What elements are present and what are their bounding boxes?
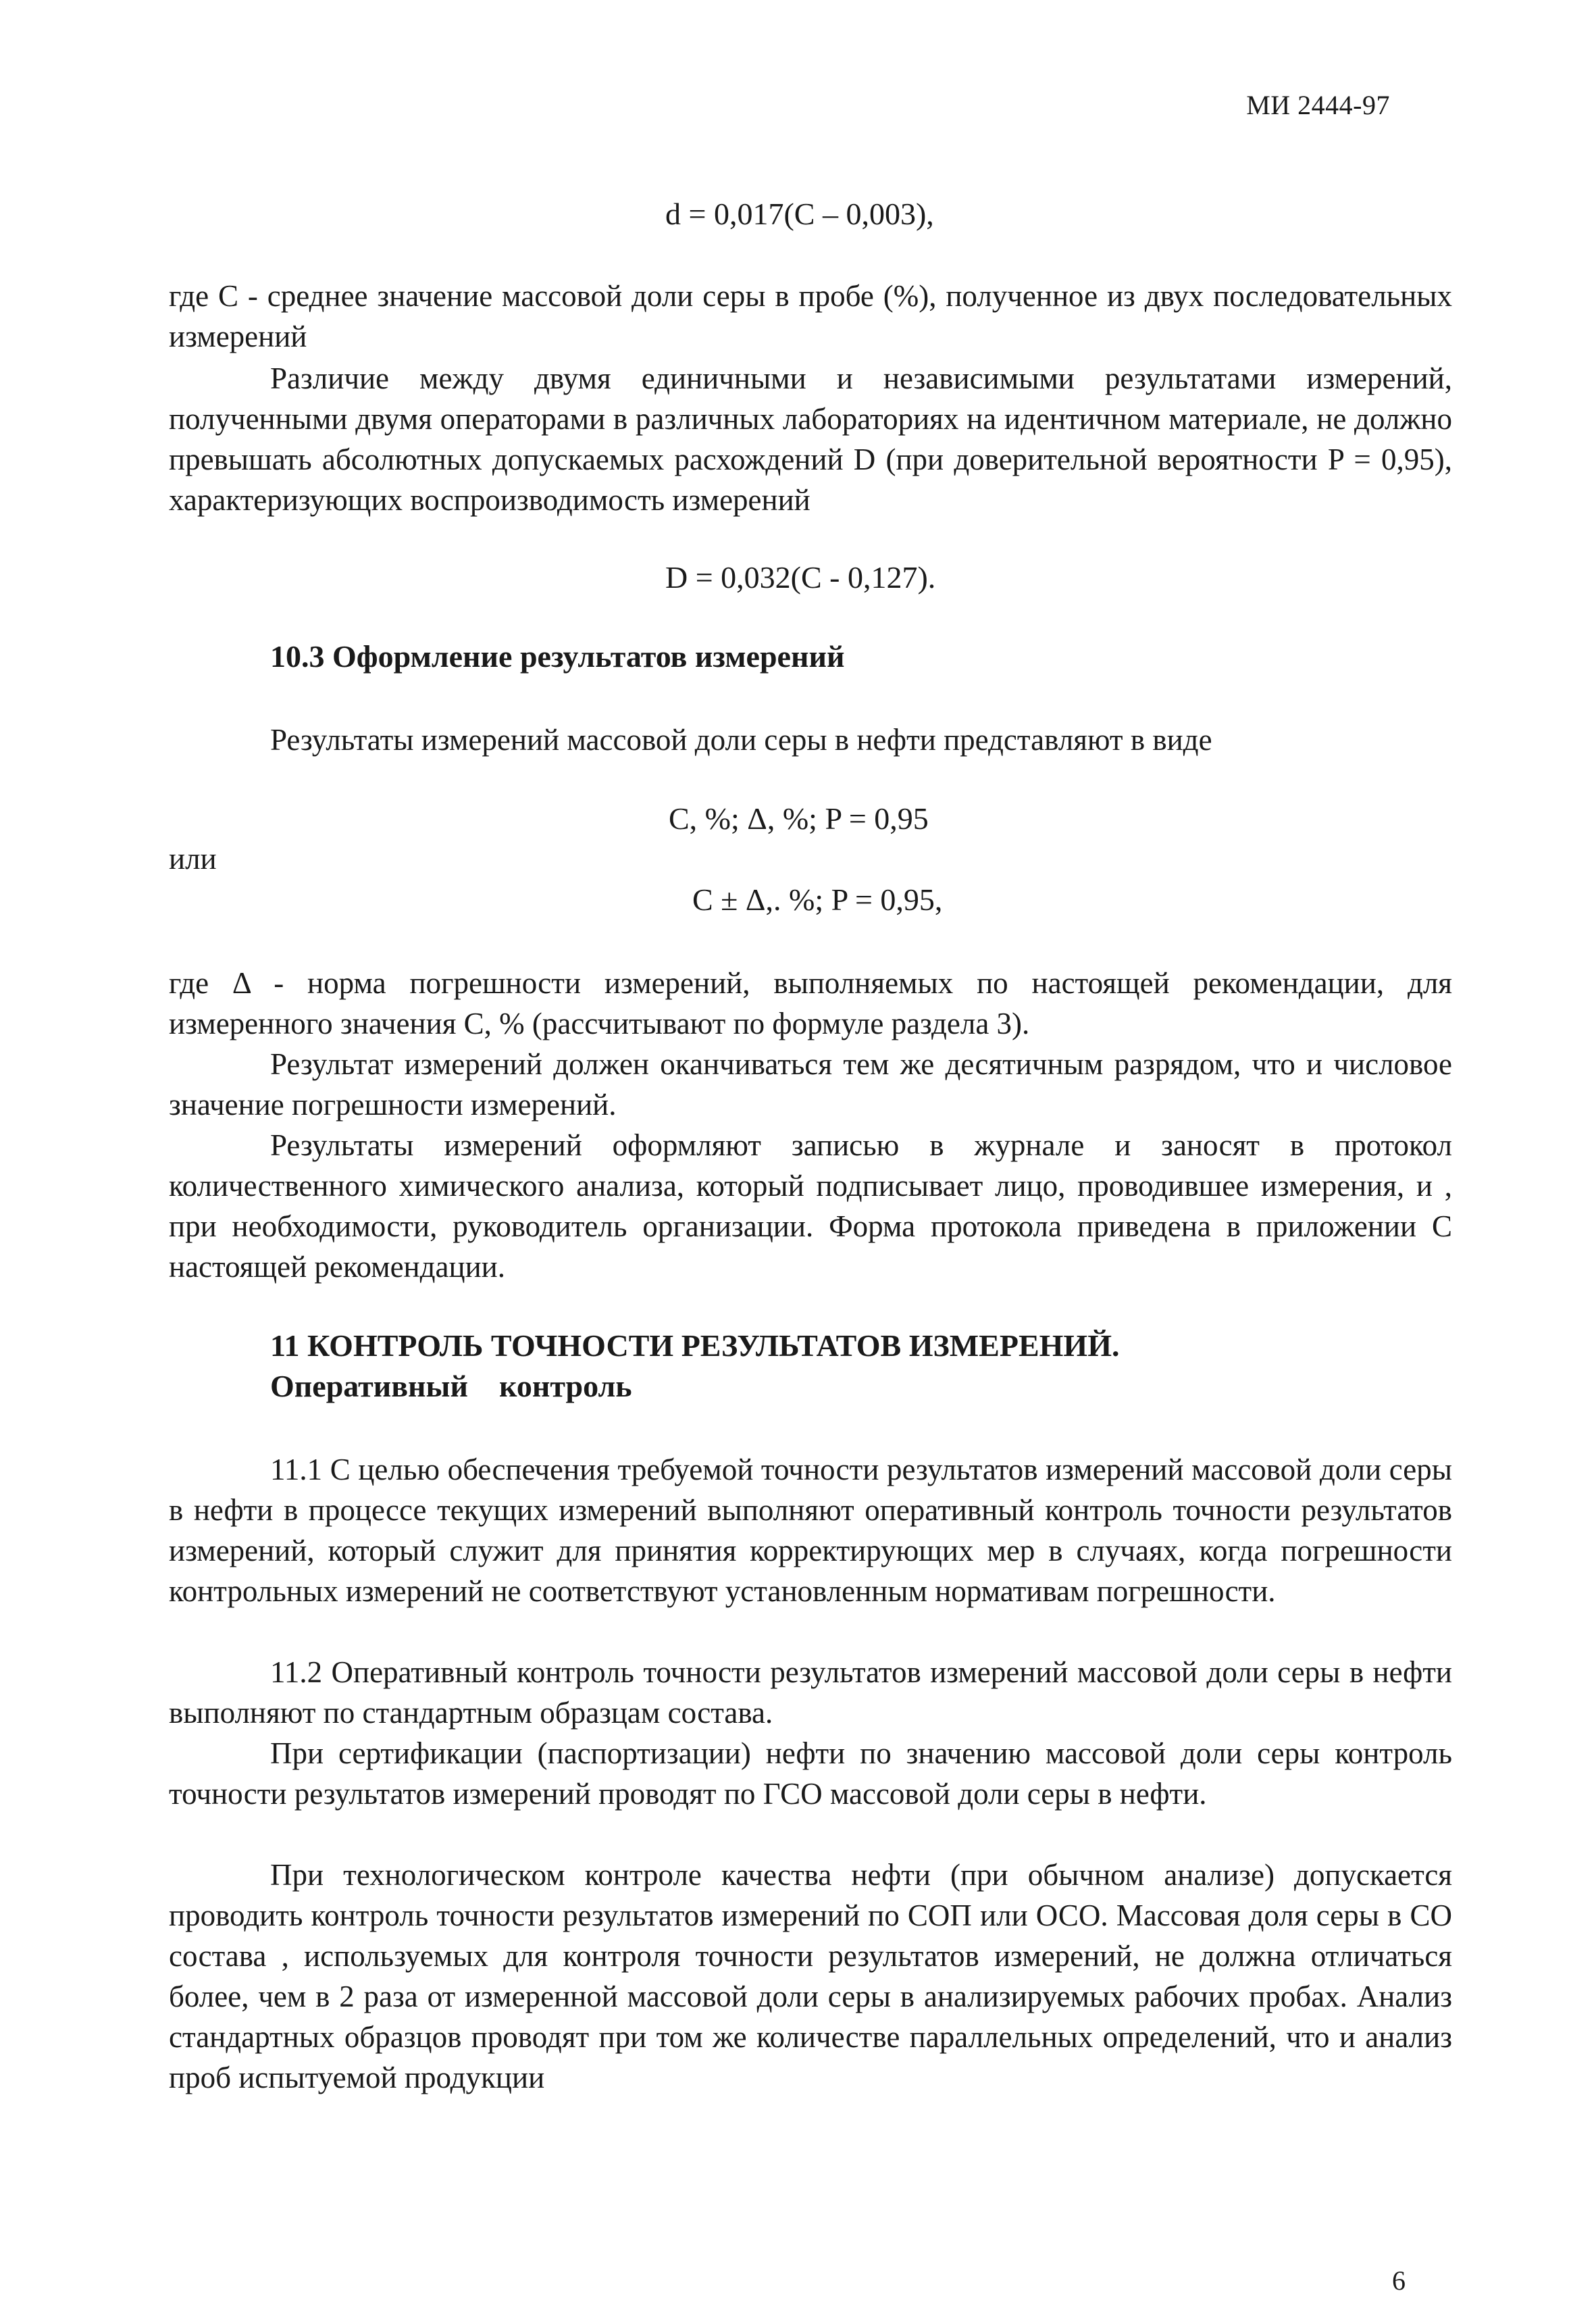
paragraph-11-1 [169, 1449, 1452, 1611]
paragraph-text: При технологическом контроле качества нефти (при обычном анализе) допускается проводить контроль точности результатов измерений по СОП или ОСО. Массовая доля серы в СО состава , используемых для контроля точности результатов измерений, не должна отличаться более, чем в 2 раза от измеренной массовой доли серы в анализируемых рабочих пробах. Анализ стандартных образцов проводят при том же количестве параллельных определений, что и анализ проб испытуемой продукции [169, 1858, 1452, 2094]
page-number: 6 [1392, 2265, 1406, 2296]
paragraph-reproducibility [169, 358, 1452, 520]
paragraph-11-2 [169, 1652, 1452, 1733]
formula-d: d = 0,017(C – 0,003), [665, 197, 934, 231]
paragraph-text: где C - среднее значение массовой доли серы в пробе (%), полученное из двух последовательных измерений [169, 279, 1452, 353]
paragraph-technological-control [169, 1855, 1452, 2098]
section-heading-11: 11 КОНТРОЛЬ ТОЧНОСТИ РЕЗУЛЬТАТОВ ИЗМЕРЕНИЙ. [270, 1328, 1120, 1363]
paragraph-text: где Δ - норма погрешности измерений, выполняемых по настоящей рекомендации, для измеренного значения C, % (рассчитывают по формуле раздела 3). [169, 966, 1452, 1040]
paragraph-text: Различие между двумя единичными и независимыми результатами измерений, полученными двумя операторами в различных лабораториях на идентичном материале, не должно превышать абсолютных допускаемых расхождений D (при доверительной вероятности P = 0,95), характеризующих воспроизводимость измерений [169, 361, 1452, 517]
paragraph-results-form [270, 720, 1452, 760]
paragraph-protocol [169, 1125, 1452, 1287]
paragraph-rounding [169, 1044, 1452, 1125]
paragraph-text: 11.2 Оперативный контроль точности результатов измерений массовой доли серы в нефти выполняют по стандартным образцам состава. [169, 1655, 1452, 1730]
paragraph-certification [169, 1733, 1452, 1814]
section-heading-10-3: 10.3 Оформление результатов измерений [270, 639, 845, 674]
formula-result-1: C, %; Δ, %; P = 0,95 [669, 801, 929, 836]
paragraph-delta-definition [169, 963, 1452, 1044]
document-code: МИ 2444-97 [1246, 90, 1390, 120]
paragraph-text: Результаты измерений оформляют записью в журнале и заносят в протокол количественного химического анализа, который подписывает лицо, проводившее измерения, и , при необходимости, руководитель организации. Форма протокола приведена в приложении С настоящей рекомендации. [169, 1128, 1452, 1284]
section-subheading-11: Оперативный контроль [270, 1369, 632, 1403]
paragraph-definition-c [169, 276, 1452, 357]
conjunction-or: или [169, 842, 217, 876]
paragraph-text: Результат измерений должен оканчиваться тем же десятичным разрядом, что и числовое значение погрешности измерений. [169, 1047, 1452, 1122]
paragraph-text: 11.1 С целью обеспечения требуемой точности результатов измерений массовой доли серы в нефти в процессе текущих измерений выполняют оперативный контроль точности результатов измерений, который служит для принятия корректирующих мер в случаях, когда погрешности контрольных измерений не соответствуют установленным нормативам погрешности. [169, 1453, 1452, 1608]
paragraph-text: Результаты измерений массовой доли серы в нефти представляют в виде [270, 723, 1212, 757]
paragraph-text: При сертификации (паспортизации) нефти по значению массовой доли серы контроль точности результатов измерений проводят по ГСО массовой доли серы в нефти. [169, 1736, 1452, 1811]
formula-result-2: C ± Δ,. %; P = 0,95, [692, 882, 943, 917]
formula-D: D = 0,032(C - 0,127). [665, 560, 936, 595]
